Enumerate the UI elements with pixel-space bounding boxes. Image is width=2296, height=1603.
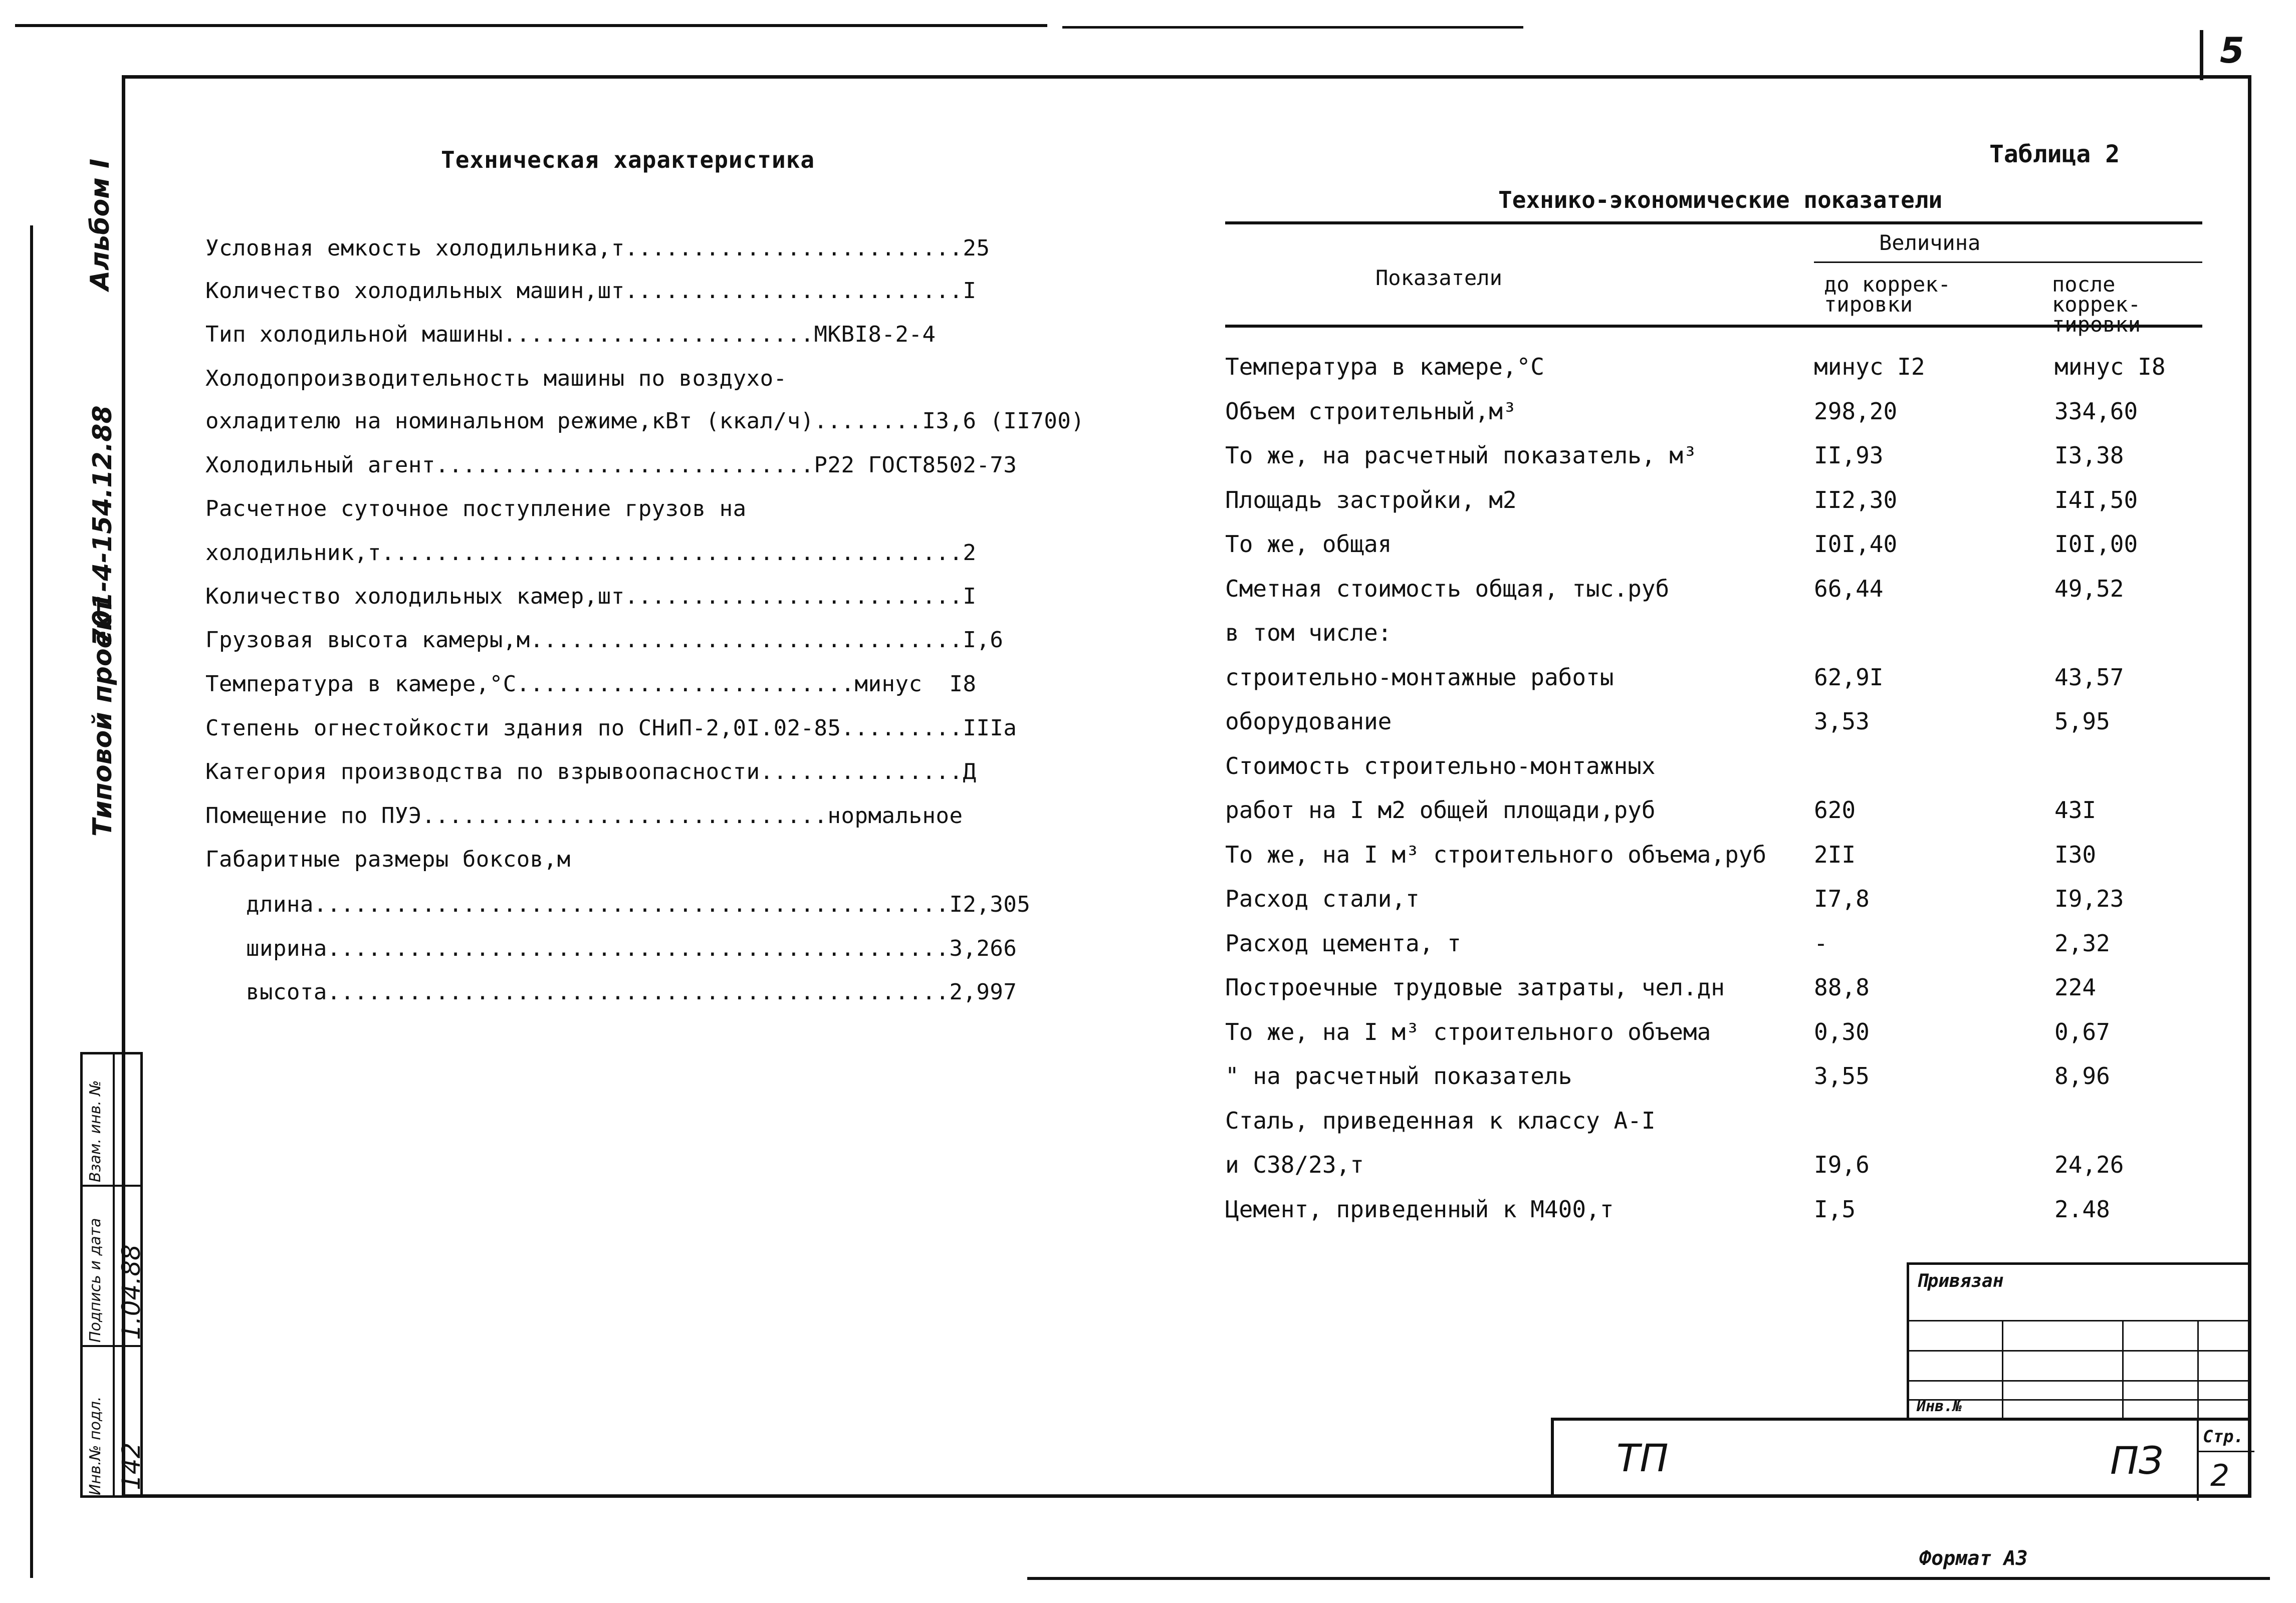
- spec-line: Температура в камере,°С.........................минус I8: [205, 671, 977, 697]
- table-row-label: Стоимость строительно-монтажных: [1225, 752, 1656, 779]
- table-row-before: II,93: [1814, 442, 1884, 469]
- format-label: Формат А3: [1919, 1547, 2028, 1570]
- top-edge-line-2: [1062, 26, 1523, 29]
- stamp-col-3: [2197, 1320, 2199, 1420]
- table-row-before: 298,20: [1814, 398, 1898, 425]
- table-row-before: I0I,40: [1814, 530, 1898, 558]
- page-number-divider: [2200, 30, 2203, 80]
- table-row-before: 0,30: [1814, 1018, 1870, 1045]
- table-row-label: в том числе:: [1225, 619, 1392, 646]
- spec-line: Габаритные размеры боксов,м: [205, 847, 571, 872]
- table-row-label: Расход цемента, т: [1225, 930, 1461, 957]
- table-row-before: I7,8: [1814, 885, 1870, 912]
- table-row-before: минус I2: [1814, 353, 1925, 380]
- table-row-after: минус I8: [2054, 353, 2166, 380]
- table-col-before: до коррек-тировки: [1824, 272, 1951, 317]
- table-row-after: I30: [2054, 841, 2097, 868]
- spec-line: высота..............................................2,997: [205, 979, 1017, 1005]
- table-row-label: " на расчетный показатель: [1225, 1062, 1572, 1090]
- table-row-after: 5,95: [2054, 708, 2110, 735]
- spec-line: Количество холодильных машин,шт.........................I: [205, 278, 977, 304]
- table-row-label: и С38/23,т: [1225, 1151, 1364, 1178]
- project-code: 701-4-154.12.88: [88, 405, 118, 646]
- table-row-before: 2II: [1814, 841, 1856, 868]
- stamp-pz: ПЗ: [2110, 1438, 2163, 1483]
- stamp-row-1: [1909, 1320, 2250, 1321]
- side-stamp-header-1: Инв.№ подл.: [87, 1396, 104, 1495]
- table-row-label: Расход стали,т: [1225, 885, 1420, 912]
- spec-line: Условная емкость холодильника,т.........................25: [205, 235, 990, 261]
- stamp-inv: Инв.№: [1917, 1398, 1962, 1415]
- table-row-after: I0I,00: [2054, 530, 2138, 558]
- table-row-label: Сметная стоимость общая, тыс.руб: [1225, 575, 1670, 602]
- table-row-label: строительно-монтажные работы: [1225, 664, 1614, 691]
- left-margin-line: [30, 225, 33, 1578]
- spec-line: Расчетное суточное поступление грузов на: [205, 496, 747, 521]
- specs-title: Техническая характеристика: [441, 146, 815, 173]
- side-stamp-divider: [113, 1054, 115, 1495]
- table-top-rule: [1225, 221, 2202, 224]
- table-row-label: Объем строительный,м³: [1225, 398, 1517, 425]
- side-stamp-value-1: 142: [117, 1442, 146, 1490]
- table-row-label: То же, на I м³ строительного объема: [1225, 1018, 1711, 1045]
- table-row-after: I4I,50: [2054, 486, 2138, 513]
- table-row-label: Цемент, приведенный к М400,т: [1225, 1196, 1614, 1223]
- table-row-label: Температура в камере,°С: [1225, 353, 1544, 380]
- spec-line: длина...............................................I2,305: [205, 892, 1031, 917]
- spec-line: Холодильный агент............................P22 ГОСТ8502-73: [205, 452, 1017, 478]
- stamp-bound: Привязан: [1917, 1271, 2004, 1291]
- table-col-value: Величина: [1879, 230, 1981, 255]
- table-col-indicator: Показатели: [1375, 265, 1502, 290]
- table-row-before: 620: [1814, 796, 1856, 824]
- table-row-after: I3,38: [2054, 442, 2124, 469]
- stamp-col-1: [2002, 1320, 2003, 1420]
- stamp-sheet-divider: [2197, 1421, 2199, 1501]
- table-row-before: I9,6: [1814, 1151, 1870, 1178]
- stamp-tp: ТП: [1617, 1436, 1669, 1480]
- table-col-after: после коррек-тировки: [2052, 272, 2141, 337]
- table-row-label: Площадь застройки, м2: [1225, 486, 1517, 513]
- side-stamp-value-2: 1.04.88: [117, 1244, 146, 1340]
- project-label: Типовой проект: [88, 598, 118, 837]
- table-row-after: 2,32: [2054, 930, 2110, 957]
- table-row-label: оборудование: [1225, 708, 1392, 735]
- table-row-after: 49,52: [2054, 575, 2124, 602]
- table-row-before: 3,55: [1814, 1062, 1870, 1090]
- table-row-after: 334,60: [2054, 398, 2138, 425]
- stamp-sheet-label: Стр.: [2203, 1427, 2244, 1447]
- side-stamp-row-divider-1: [83, 1185, 143, 1187]
- side-stamp-row-divider-2: [83, 1345, 143, 1347]
- spec-line: Грузовая высота камеры,м................................I,6: [205, 627, 1004, 653]
- spec-line: Степень огнестойкости здания по СНиП-2,0I.02-85.........IIIа: [205, 715, 1017, 741]
- stamp-sheet-number: 2: [2210, 1458, 2230, 1493]
- stamp-small-block: [1907, 1262, 2251, 1420]
- page-number: 5: [2220, 30, 2244, 71]
- table-row-after: 0,67: [2054, 1018, 2110, 1045]
- table-row-after: 43,57: [2054, 664, 2124, 691]
- table-row-label: работ на I м2 общей площади,руб: [1225, 796, 1656, 824]
- table-row-before: I,5: [1814, 1196, 1856, 1223]
- spec-line: Помещение по ПУЭ..............................нормальное: [205, 803, 963, 829]
- spec-line: Холодопроизводительность машины по воздухо-: [205, 366, 787, 391]
- stamp-main-block: [1551, 1418, 2251, 1498]
- spec-line: охладителю на номинальном режиме,кВт (ккал/ч)........I3,6 (II700): [205, 408, 1085, 434]
- table-row-before: 62,9I: [1814, 664, 1884, 691]
- stamp-sheet-rule: [2197, 1451, 2254, 1452]
- table-row-before: 88,8: [1814, 974, 1870, 1001]
- spec-line: Категория производства по взрывоопасности...............Д: [205, 759, 977, 784]
- table-row-label: Сталь, приведенная к классу А-I: [1225, 1107, 1656, 1134]
- stamp-row-2: [1909, 1350, 2250, 1352]
- side-stamp: [80, 1052, 146, 1498]
- spec-line: Тип холодильной машины.......................МКВI8-2-4: [205, 322, 936, 347]
- table-row-after: 2.48: [2054, 1196, 2110, 1223]
- side-stamp-header-3: Взам. инв. №: [87, 1080, 104, 1182]
- side-stamp-header-2: Подпись и дата: [87, 1218, 104, 1343]
- table-row-before: 66,44: [1814, 575, 1884, 602]
- stamp-col-2: [2122, 1320, 2124, 1420]
- table-row-after: 224: [2054, 974, 2097, 1001]
- spec-line: Количество холодильных камер,шт.........................I: [205, 584, 977, 609]
- table-row-after: 24,26: [2054, 1151, 2124, 1178]
- table-title: Технико-экономические показатели: [1498, 186, 1943, 213]
- table-row-label: То же, на I м³ строительного объема,руб: [1225, 841, 1767, 868]
- table-row-label: Построечные трудовые затраты, чел.дн: [1225, 974, 1725, 1001]
- table-row-before: 3,53: [1814, 708, 1870, 735]
- spec-line: холодильник,т...........................................2: [205, 540, 977, 566]
- stamp-row-3: [1909, 1380, 2250, 1382]
- album-label: Альбом I: [85, 158, 115, 291]
- table-head-divider: [1814, 261, 2202, 263]
- table-row-after: 8,96: [2054, 1062, 2110, 1090]
- table-row-before: -: [1814, 930, 1828, 957]
- table-row-label: То же, на расчетный показатель, м³: [1225, 442, 1697, 469]
- table-row-after: I9,23: [2054, 885, 2124, 912]
- bottom-edge-line: [1027, 1577, 2270, 1580]
- table-caption: Таблица 2: [1989, 140, 2120, 168]
- table-row-before: II2,30: [1814, 486, 1898, 513]
- table-row-label: То же, общая: [1225, 530, 1392, 558]
- table-row-after: 43I: [2054, 796, 2097, 824]
- top-edge-line: [15, 24, 1047, 27]
- spec-line: ширина..............................................3,266: [205, 936, 1017, 961]
